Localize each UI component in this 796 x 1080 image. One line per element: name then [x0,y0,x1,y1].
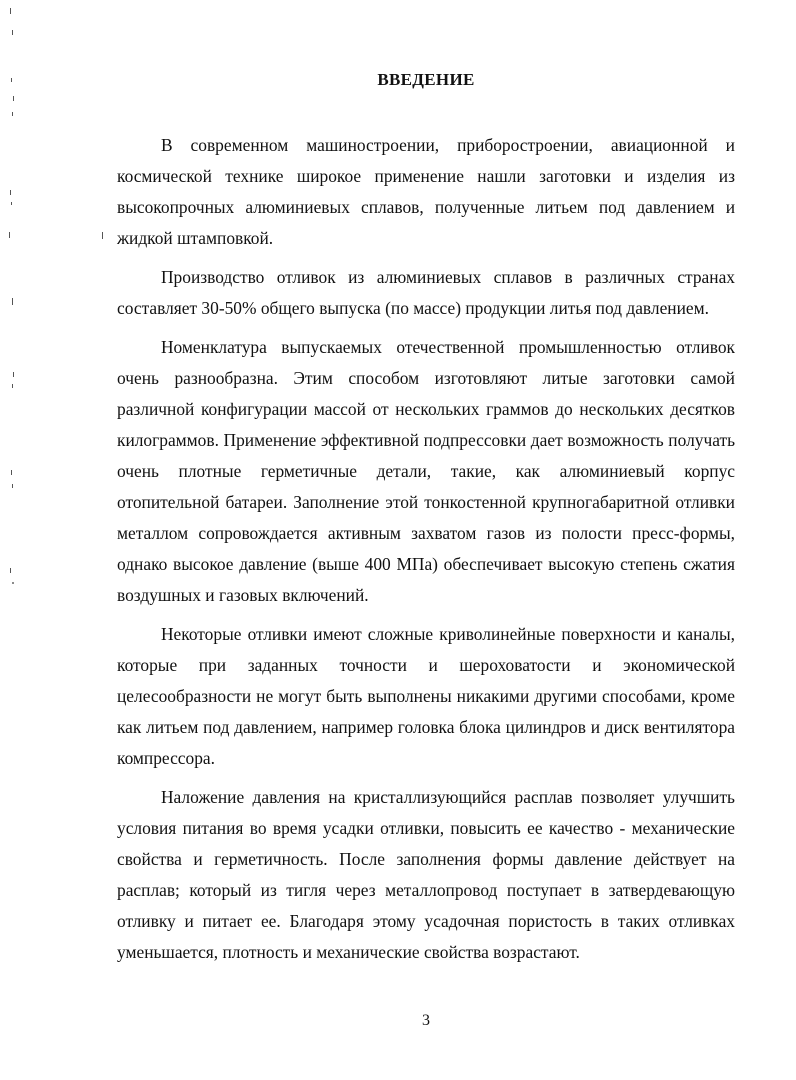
paragraph: Некоторые отливки имеют сложные криволинейные поверхности и каналы, которые при заданных точности и шероховатости и экономической целесообразности не могут быть выполнены никакими другими способами, кроме как литьем под давлением, например головка блока цилиндров и диск вентилятора компрессора. [117,624,735,768]
paragraph: Номенклатура выпускаемых отечественной промышленностью отливок очень разнообразна. Этим способом изготовляют литые заготовки самой различной конфигурации массой от нескольких граммов до нескольких десятков килограммов. Применение эффективной подпрессовки дает возможность получать очень плотные герметичные детали, такие, как алюминиевый корпус отопительной батареи. Заполнение этой тонкостенной крупногабаритной отливки металлом сопровождается активным захватом газов из полости пресс-формы, однако высокое давление (выше 400 МПа) обеспечивает высокую степень сжатия воздушных и газовых включений. [117,337,735,605]
page-number: 3 [422,1012,430,1029]
paragraph: Наложение давления на кристаллизующийся расплав позволяет улучшить условия питания во время усадки отливки, повысить ее качество - механические свойства и герметичность. После заполнения формы давление действует на расплав; который из тигля через металлопровод поступает в затвердевающую отливку и питает ее. Благодаря этому усадочная пористость в таких отливках уменьшается, плотность и механические свойства возрастают. [117,787,735,962]
body-text [117,130,735,976]
paragraph: В современном машиностроении, приборостроении, авиационной и космической технике широкое применение нашли заготовки и изделия из высокопрочных алюминиевых сплавов, полученные литьем под давлением и жидкой штамповкой. [117,135,735,248]
paragraph: Производство отливок из алюминиевых сплавов в различных странах составляет 30-50% общего выпуска (по массе) продукции литья под давлением. [117,267,735,318]
scan-margin-marks [6,0,24,1080]
section-title: ВВЕДЕНИЕ [377,70,475,89]
